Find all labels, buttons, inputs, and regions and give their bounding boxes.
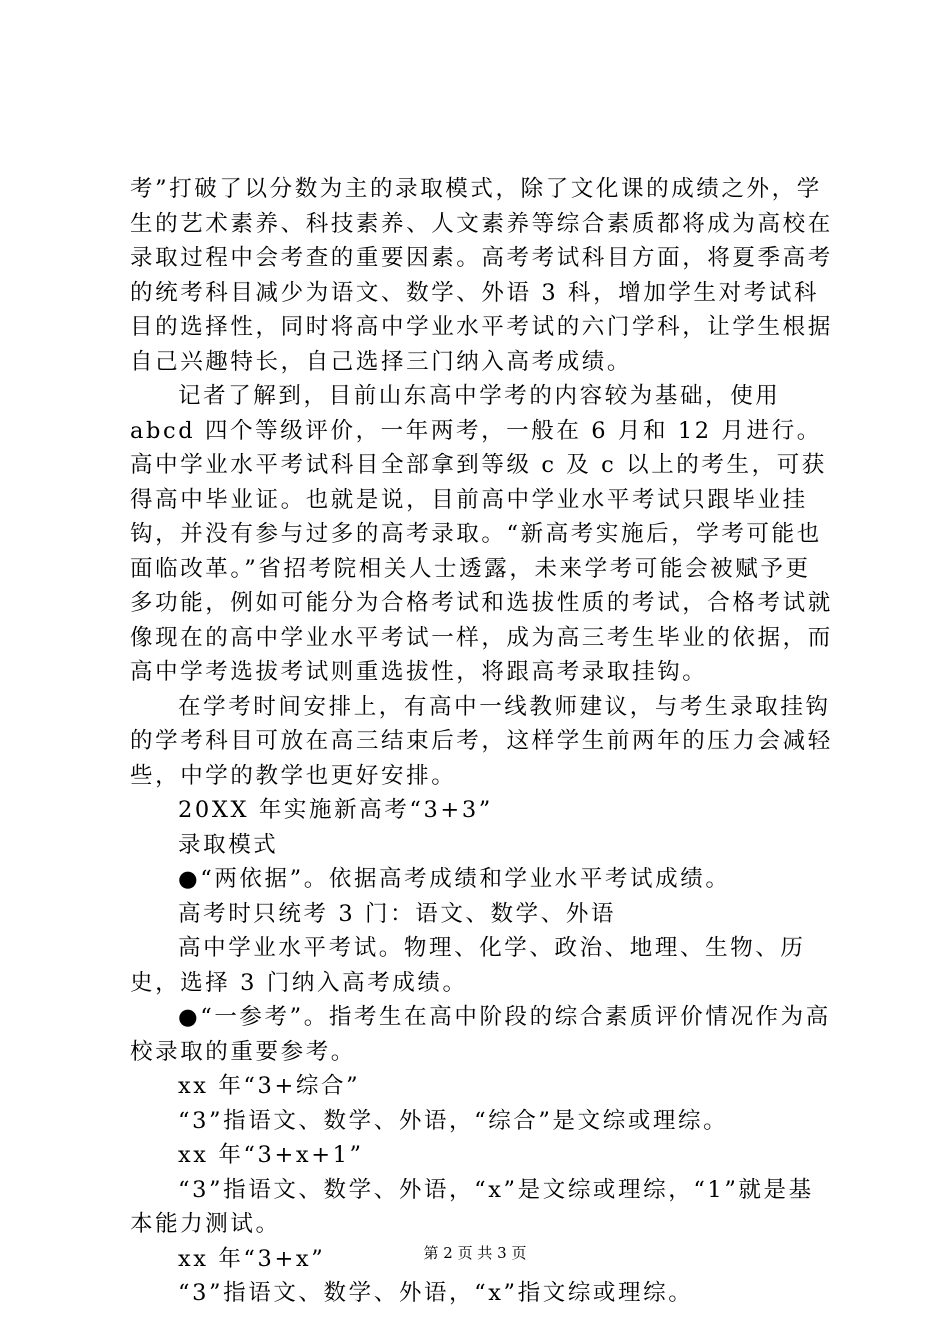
paragraph: ●“一参考”。指考生在高中阶段的综合素质评价情况作为高校录取的重要参考。 bbox=[130, 1004, 831, 1065]
paragraph: 录取模式 bbox=[178, 831, 279, 858]
paragraph: “3”指语文、数学、外语，“x”指文综或理综。 bbox=[178, 1280, 694, 1306]
paragraph: ●“两依据”。依据高考成绩和学业水平考试成绩。 bbox=[178, 866, 731, 892]
paragraph: 高中学业水平考试。物理、化学、政治、地理、生物、历史，选择 3 门纳入高考成绩。 bbox=[130, 935, 806, 996]
paragraph: “3”指语文、数学、外语，“x”是文综或理综，“1”就是基本能力测试。 bbox=[130, 1176, 814, 1237]
paragraph: xx 年“3+综合” bbox=[178, 1073, 361, 1099]
paragraph: xx 年“3+x+1” bbox=[178, 1142, 364, 1168]
paragraph: 在学考时间安排上，有高中一线教师建议，与考生录取挂钩的学考科目可放在高三结束后考，这样学生前两年的压力会减轻些，中学的教学也更好安排。 bbox=[130, 693, 833, 789]
paragraph: “3”指语文、数学、外语，“综合”是文综或理综。 bbox=[178, 1107, 729, 1134]
document-body bbox=[130, 172, 835, 1311]
paragraph: 记者了解到，目前山东高中学考的内容较为基础，使用 abcd 四个等级评价，一年两考，一般在 6 月和 12 月进行。高中学业水平考试科目全部拿到等级 c 及 c 以上的考生，可获得高中毕业证。也就是说，目前高中学业水平考试只跟毕业挂钩，并没有参与过多的高考录取。“新高考实施后，学考可能也面临改革。”省招考院相关人士透露，未来学考可能会被赋予更多功能，例如可能分为合格考试和选拔性质的考试，合格考试就像现在的高中学业水平考试一样，成为高三考生毕业的依据，而高中学考选拔考试则重选拔性，将跟高考录取挂钩。 bbox=[130, 383, 833, 685]
paragraph: 考”打破了以分数为主的录取模式，除了文化课的成绩之外，学生的艺术素养、科技素养、人文素养等综合素质都将成为高校在录取过程中会考查的重要因素。高考考试科目方面，将夏季高考的统考科目减少为语文、数学、外语 3 科，增加学生对考试科目的选择性，同时将高中学业水平考试的六门学科，让学生根据自己兴趣特长，自己选择三门纳入高考成绩。 bbox=[130, 176, 833, 375]
paragraph: 高考时只统考 3 门：语文、数学、外语 bbox=[178, 900, 617, 927]
paragraph: xx 年“3+x” bbox=[178, 1245, 326, 1272]
page-number-footer: 第 2 页 共 3 页 bbox=[423, 1244, 527, 1262]
paragraph: 20XX 年实施新高考“3+3” bbox=[178, 797, 493, 823]
